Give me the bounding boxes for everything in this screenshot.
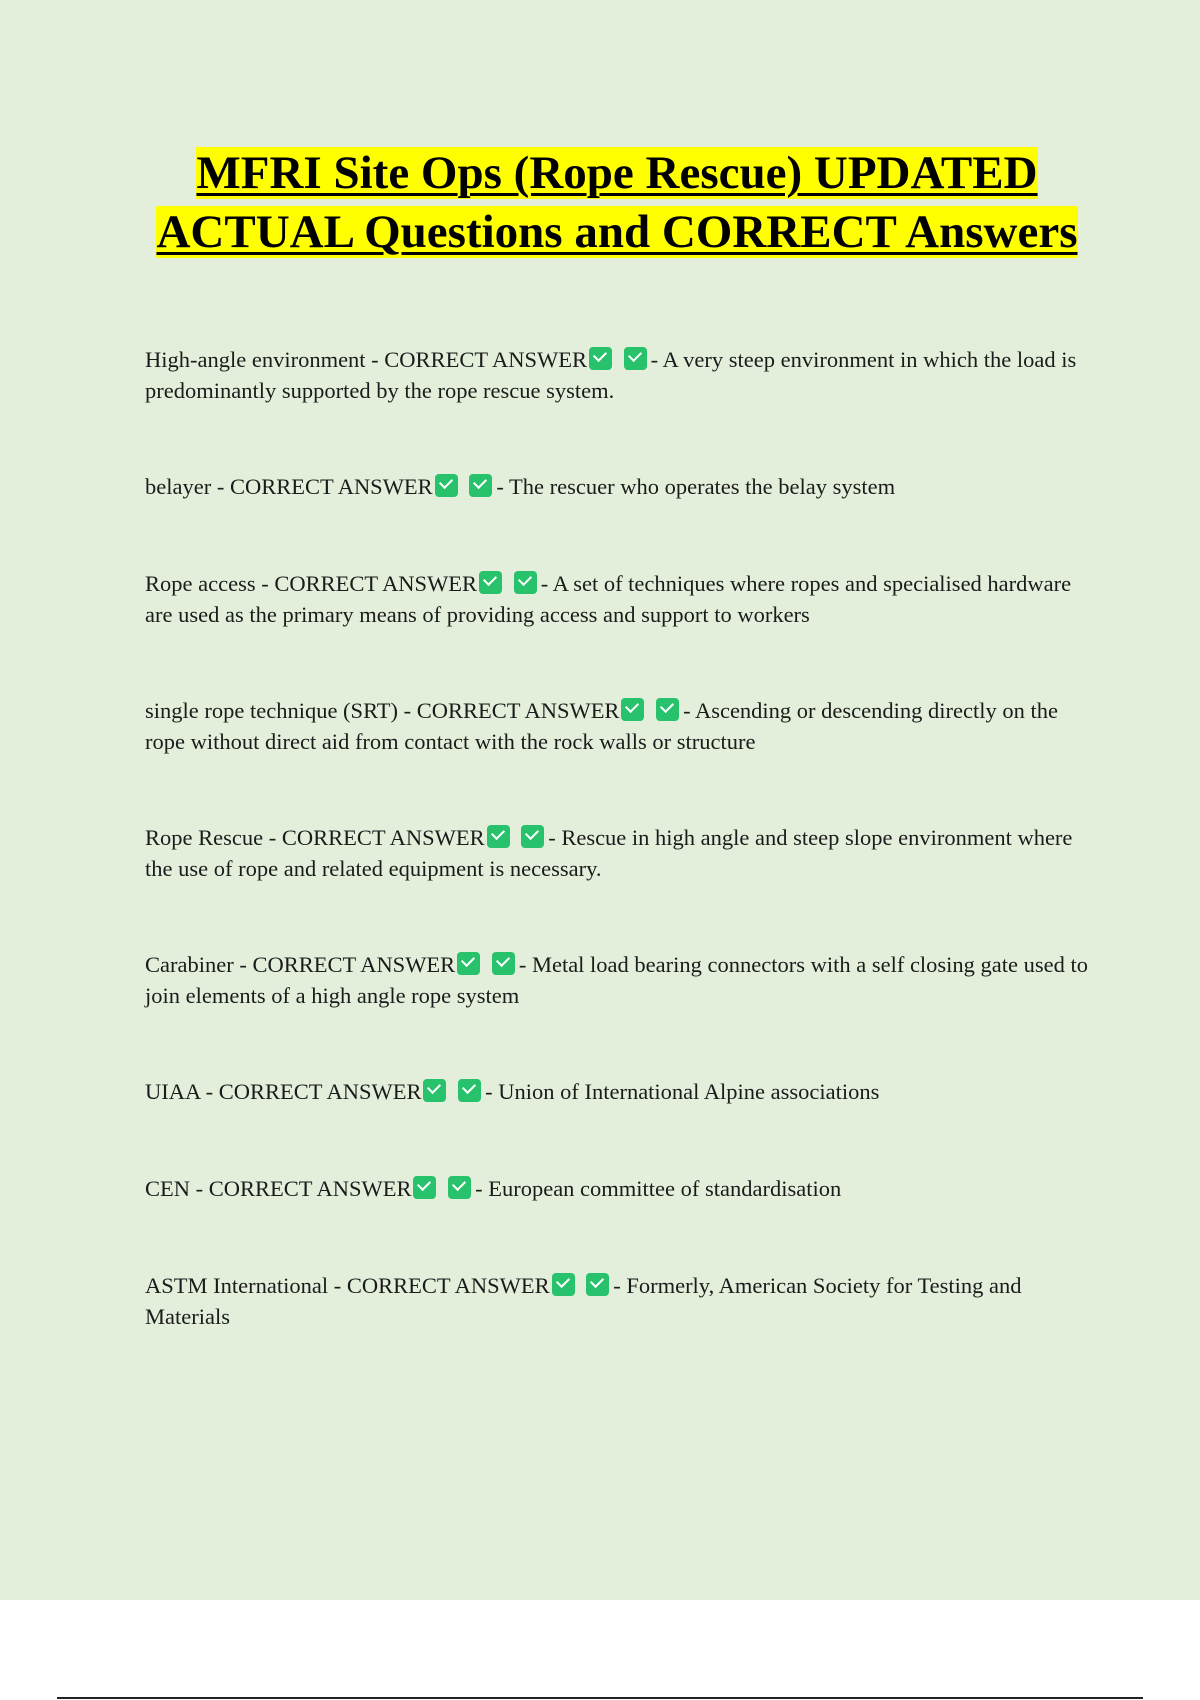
check-mark-icon (589, 347, 612, 370)
entry-definition: - A very steep environment in which the load is predominantly supported by the rope rescue system. (145, 347, 1077, 403)
list-item (145, 1173, 1090, 1204)
check-mark-icon (423, 1079, 446, 1102)
check-mark-icon (624, 347, 647, 370)
entry-definition: - The rescuer who operates the belay system (496, 474, 896, 499)
check-mark-icon (586, 1273, 609, 1296)
check-mark-icon (458, 1079, 481, 1102)
list-item (145, 568, 1090, 630)
entry-term: single rope technique (SRT) - CORRECT ANSWER (145, 698, 620, 723)
entry-definition: - A set of techniques where ropes and specialised hardware are used as the primary means of providing access and support to workers (145, 571, 1072, 627)
check-mark-icon (448, 1176, 471, 1199)
check-mark-icon (621, 698, 644, 721)
footer-divider (57, 1697, 1143, 1699)
entry-term: Carabiner - CORRECT ANSWER (145, 952, 456, 977)
entry-term: ASTM International - CORRECT ANSWER (145, 1273, 550, 1298)
check-mark-icon (479, 571, 502, 594)
entry-definition: - Formerly, American Society for Testing and Materials (145, 1273, 1022, 1329)
list-item (145, 1270, 1090, 1332)
entry-definition: - Ascending or descending directly on the rope without direct aid from contact with the rock walls or structure (145, 698, 1058, 754)
check-mark-icon (656, 698, 679, 721)
list-item (145, 695, 1090, 757)
entry-term: belayer - CORRECT ANSWER (145, 474, 433, 499)
document-title (130, 144, 1104, 262)
entry-definition: - Union of International Alpine associations (485, 1079, 880, 1104)
list-item (145, 822, 1090, 884)
check-mark-icon (492, 952, 515, 975)
entry-list (145, 344, 1090, 1397)
check-mark-icon (552, 1273, 575, 1296)
check-mark-icon (457, 952, 480, 975)
check-mark-icon (435, 474, 458, 497)
entry-term: CEN - CORRECT ANSWER (145, 1176, 412, 1201)
check-mark-icon (413, 1176, 436, 1199)
list-item (145, 471, 1090, 502)
check-mark-icon (469, 474, 492, 497)
entry-definition: - Metal load bearing connectors with a self closing gate used to join elements of a high angle rope system (145, 952, 1089, 1008)
document-title-text: MFRI Site Ops (Rope Rescue) UPDATED ACTUAL Questions and CORRECT Answers (156, 147, 1078, 258)
entry-term: Rope access - CORRECT ANSWER (145, 571, 478, 596)
entry-term: High-angle environment - CORRECT ANSWER (145, 347, 588, 372)
entry-term: Rope Rescue - CORRECT ANSWER (145, 825, 485, 850)
check-mark-icon (514, 571, 537, 594)
check-mark-icon (487, 825, 510, 848)
entry-definition: - European committee of standardisation (475, 1176, 842, 1201)
list-item (145, 1076, 1090, 1107)
check-mark-icon (521, 825, 544, 848)
list-item (145, 344, 1090, 406)
list-item (145, 949, 1090, 1011)
entry-definition: - Rescue in high angle and steep slope environment where the use of rope and related equipment is necessary. (145, 825, 1073, 881)
entry-term: UIAA - CORRECT ANSWER (145, 1079, 422, 1104)
